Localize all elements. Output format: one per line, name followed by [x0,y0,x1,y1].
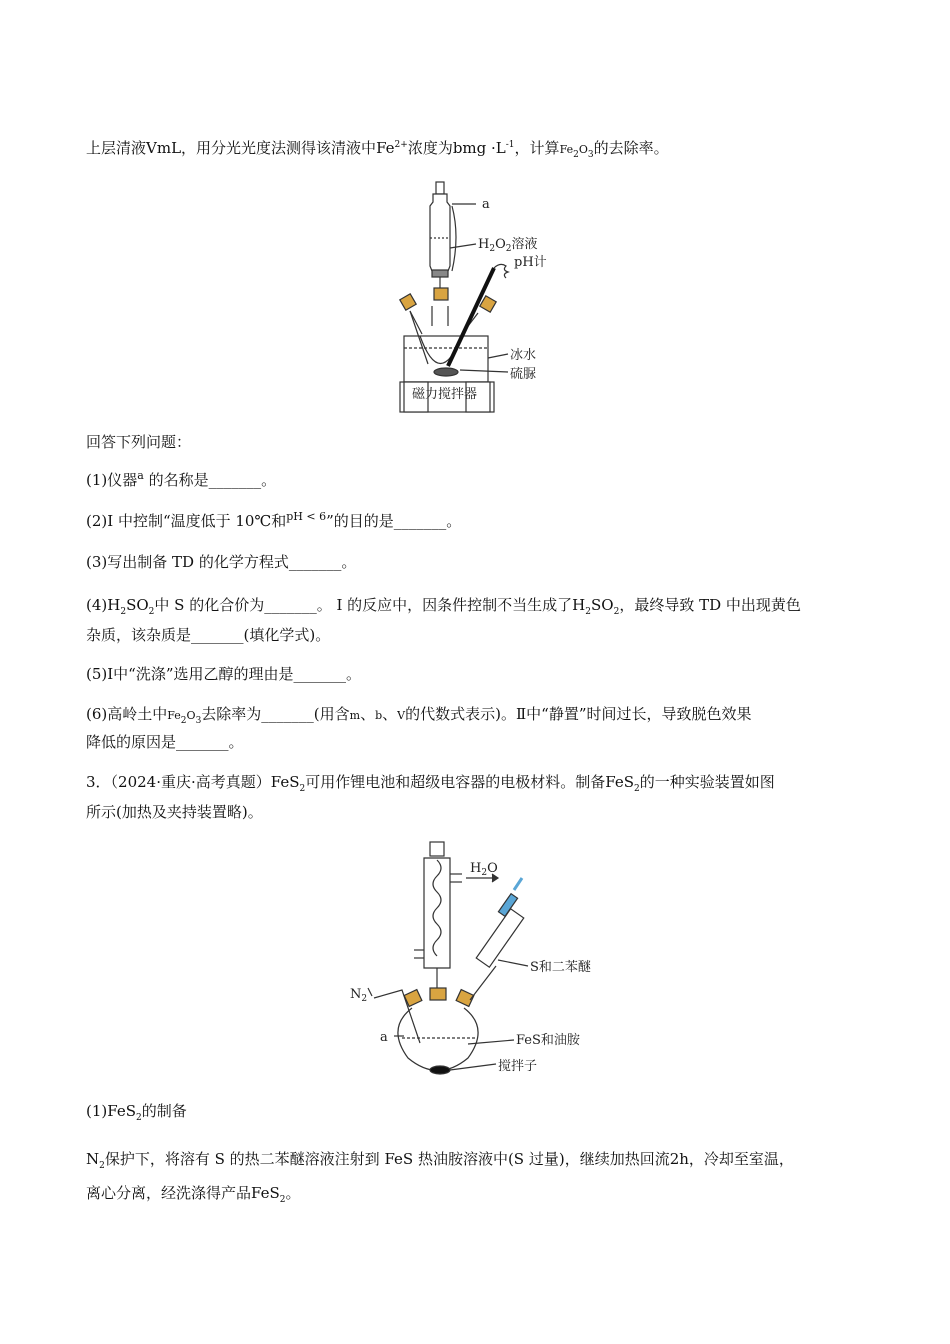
text: (6)高岭土中 [86,705,168,723]
text: 。 [285,1184,301,1202]
symbol: pH < 6 [286,510,327,523]
text: 浓度为 [407,139,453,157]
subsection-1-line-1 [86,1148,794,1170]
subscript: 2 [180,716,187,726]
text: 的制备 [141,1102,187,1120]
text: ，最终导致 TD 中出现黄色 [619,596,801,614]
label-ice-water: 冰水 [510,348,537,363]
text: 离心分离，经洗涤得产品 [86,1184,252,1202]
subscript: 2 [279,1195,286,1205]
text-line-1 [86,137,669,161]
fes2-apparatus-figure [346,838,616,1083]
subscript: 2 [99,1161,105,1171]
superscript: -1 [505,140,515,150]
subscript: 3 [587,150,594,160]
label-stir-bar: 搅拌子 [498,1059,538,1074]
text: SO [126,596,149,614]
label-n2: $N_2$ [350,987,368,1004]
problem-3-line-2: 所示(加热及夹持装置略)。 [86,803,263,821]
text: FeS [605,773,635,791]
text: 中 S 的化合价为_______。 Ⅰ 的反应中，因条件控制不当生成了 [154,596,573,614]
subscript: 2 [613,607,620,617]
text: FeS [270,773,300,791]
text: Fe [559,143,574,156]
text: ”的目的是_______。 [326,512,462,530]
label-magnetic-stirrer: 磁力搅拌器 [412,387,478,402]
thiourea-apparatus-figure [390,176,560,414]
text: (4) [86,596,108,614]
subscript: 2 [120,607,127,617]
question-3: (3)写出制备 TD 的化学方程式_______。 [86,553,357,571]
subscript: 2 [136,1113,142,1123]
text: O [186,709,196,722]
label-fes-oleylamine: FeS和油胺 [516,1033,580,1048]
label-h2o2: $H_2O_2$溶液 [478,237,538,254]
prompt-answer: 回答下列问题： [86,433,192,451]
label-h2o: $H_2O$ [470,861,498,878]
label-thiourea: 硫脲 [510,367,537,382]
text: m [349,709,361,722]
text: 、 [382,705,398,723]
text: ，冷却至室温， [688,1150,794,1168]
text: b [375,709,383,722]
subscript: 2 [585,607,591,617]
label-ph-meter: pH计 [514,255,547,270]
text: bmg ·L [452,139,506,157]
text: H [107,596,121,614]
text: (1) [86,1102,108,1120]
subscript: 2 [634,784,640,794]
label-sulfur-ether: S和二苯醚 [530,960,591,975]
subscript: 2 [299,784,306,794]
text: 、 [360,705,376,723]
text: 去除率为_______(用含 [201,705,350,723]
text: 上层清液 [86,139,147,157]
question-2 [86,510,461,532]
subscript: 2 [148,607,155,617]
text: V [397,709,406,722]
text: ，计算 [514,139,560,157]
text: 的代数式表示)。Ⅱ中“静置”时间过长，导致脱色效果 [405,705,752,723]
subscript: 3 [195,716,202,726]
text: N [86,1150,100,1168]
text: Fe [167,709,181,722]
label-a: a [380,1030,388,1045]
question-4-line-1 [86,594,801,616]
question-1 [86,469,276,491]
subsection-1-title [86,1100,187,1122]
text: SO [591,596,614,614]
subscript: 2 [573,150,579,160]
question-6-line-2: 降低的原因是_______。 [86,733,244,751]
text: FeS [107,1102,136,1120]
text: 可用作锂电池和超级电容器的电极材料。制备 [305,773,606,791]
text: VmL [146,139,182,157]
text: FeS [251,1184,280,1202]
text: Fe [376,139,395,157]
superscript: 2+ [394,140,408,150]
text: 保护下，将溶有 S 的热二苯醚溶液注射到 FeS 热油胺溶液中(S 过量)，继续加热回流 [104,1150,670,1168]
text: 2h [669,1150,689,1168]
label-a: a [482,197,490,212]
text: 的去除率。 [593,139,669,157]
subsection-1-line-2 [86,1182,301,1204]
text: O [578,143,588,156]
symbol: a [137,469,144,482]
text: 的一种实验装置如图 [639,773,775,791]
question-4-line-2: 杂质，该杂质是_______(填化学式)。 [86,626,331,644]
question-6-line-1 [86,703,752,727]
problem-3-line-1 [86,771,775,793]
text: ，用分光光度法测得该清液中 [181,139,377,157]
text: (1)仪器 [86,471,138,489]
text: (2)I 中控制“温度低于 10℃和 [86,512,287,530]
text: 3．（2024·重庆·高考真题） [86,773,271,791]
question-5: (5)Ⅰ中“洗涤”选用乙醇的理由是_______。 [86,665,362,683]
text: H [572,596,586,614]
text: 的名称是_______。 [143,471,277,489]
